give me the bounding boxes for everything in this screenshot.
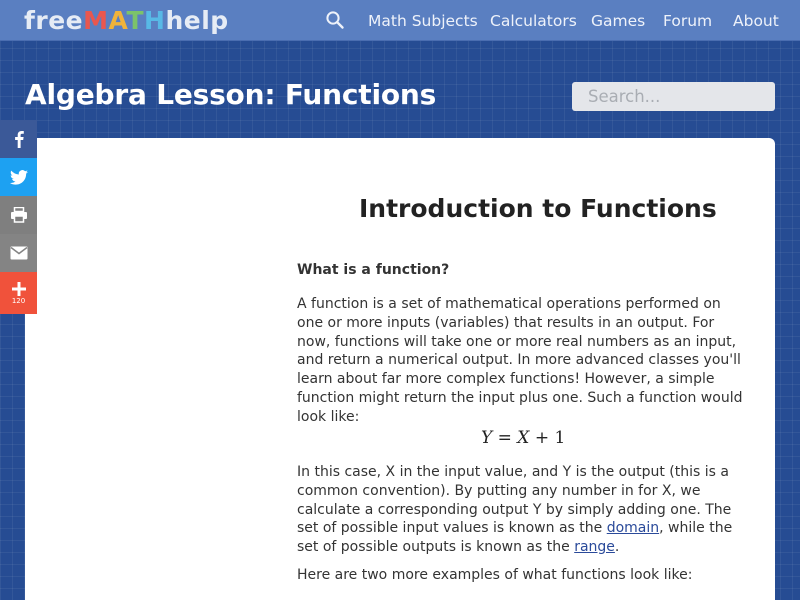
- logo-letter-m: M: [83, 6, 109, 35]
- range-link[interactable]: range: [574, 539, 615, 556]
- print-icon: [10, 207, 28, 223]
- top-navigation-bar: [0, 0, 800, 41]
- search-input[interactable]: [572, 82, 775, 111]
- article-title: Introduction to Functions: [359, 194, 717, 223]
- share-twitter-button[interactable]: [0, 158, 37, 196]
- nav-games[interactable]: Games: [591, 12, 646, 30]
- logo-letter-a: A: [108, 6, 127, 35]
- article-subheading: What is a function?: [297, 262, 450, 278]
- function-formula: [481, 428, 565, 448]
- formula-equals: =: [497, 428, 512, 448]
- share-count: 120: [11, 296, 26, 305]
- share-email-button[interactable]: [0, 234, 37, 272]
- email-icon: [10, 246, 28, 260]
- nav-calculators[interactable]: Calculators: [490, 12, 577, 30]
- nav-math-subjects[interactable]: Math Subjects: [368, 12, 478, 30]
- explanation-text-1: In this case, X in the input value, and Y is the output (this is a common convention). By putting any number in for X, we calculate a corresponding output Y by simply adding one. The set of possible input values is known as the: [297, 464, 732, 537]
- logo-letter-t: T: [126, 6, 144, 35]
- nav-about[interactable]: About: [733, 12, 779, 30]
- nav-forum[interactable]: Forum: [663, 12, 713, 30]
- formula-one: 1: [554, 428, 566, 448]
- formula-plus: +: [534, 428, 550, 448]
- domain-link[interactable]: domain: [606, 520, 660, 537]
- formula-x: X: [517, 428, 530, 448]
- facebook-icon: [13, 130, 25, 148]
- formula-y: Y: [481, 428, 493, 448]
- logo-free: free: [24, 6, 84, 35]
- share-facebook-button[interactable]: [0, 120, 37, 158]
- nav-search-button[interactable]: [325, 10, 345, 30]
- paragraph-definition: A function is a set of mathematical operations performed on one or more inputs (variables) that results in an output. For now, functions will take one or more real numbers as an input, and return a numerical output. In more advanced classes you'll learn about far more complex functions! However, a simple function might return the input plus one. Such a function would look like:: [297, 296, 743, 425]
- share-more-button[interactable]: [0, 272, 37, 314]
- paragraph-examples-intro: Here are two more examples of what functions look like:: [297, 567, 693, 583]
- page-title: Algebra Lesson: Functions: [25, 78, 437, 111]
- logo-letter-h: H: [144, 6, 166, 35]
- twitter-icon: [10, 170, 28, 185]
- paragraph-explanation: [297, 463, 745, 557]
- explanation-text-3: .: [614, 539, 620, 556]
- print-button[interactable]: [0, 196, 37, 234]
- explanation-text-2: , while the set of possible outputs is known as the: [297, 520, 733, 556]
- plus-icon: [12, 282, 26, 296]
- logo-help: help: [165, 6, 229, 35]
- site-logo[interactable]: [24, 6, 229, 36]
- magnifier-icon: [325, 10, 345, 30]
